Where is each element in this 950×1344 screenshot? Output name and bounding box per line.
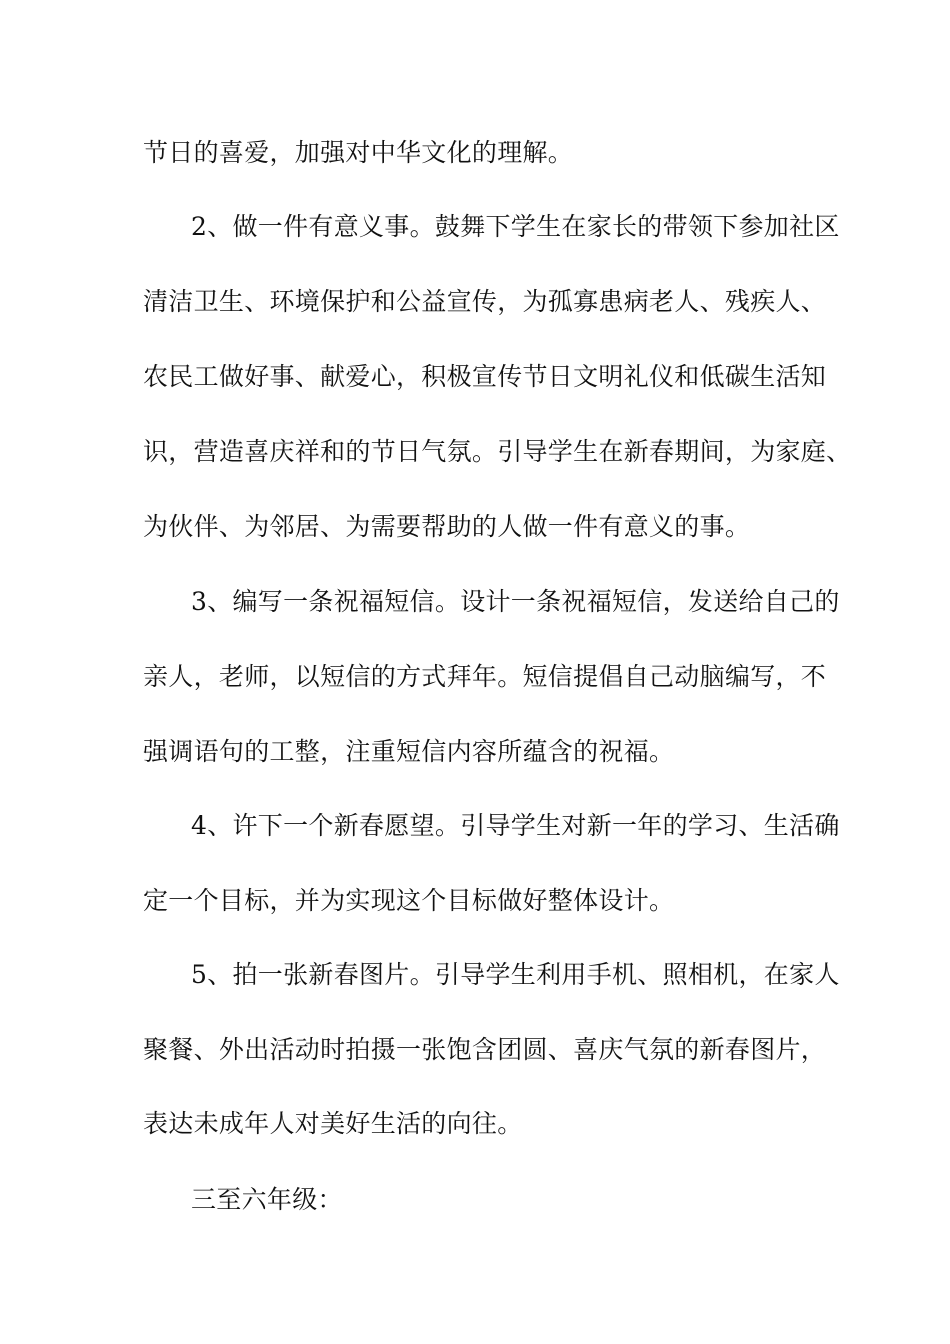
text-line: 2、做一件有意义事。鼓舞下学生在家长的带领下参加社区 [191, 212, 840, 241]
text-line: 识，营造喜庆祥和的节日气氛。引导学生在新春期间，为家庭、 [143, 437, 852, 466]
text-line: 三至六年级： [191, 1185, 343, 1214]
text-line: 节日的喜爱，加强对中华文化的理解。 [143, 138, 574, 167]
text-line: 农民工做好事、献爱心，积极宣传节日文明礼仪和低碳生活知 [143, 362, 827, 391]
text-line: 聚餐、外出活动时拍摄一张饱含团圆、喜庆气氛的新春图片， [143, 1035, 827, 1064]
text-line: 亲人，老师，以短信的方式拜年。短信提倡自己动脑编写，不 [143, 662, 827, 691]
text-line: 表达未成年人对美好生活的向往。 [143, 1109, 523, 1138]
text-line: 4、许下一个新春愿望。引导学生对新一年的学习、生活确 [191, 811, 840, 840]
text-line: 3、编写一条祝福短信。设计一条祝福短信，发送给自己的 [191, 587, 840, 616]
text-line: 为伙伴、为邻居、为需要帮助的人做一件有意义的事。 [143, 512, 751, 541]
text-line: 清洁卫生、环境保护和公益宣传，为孤寡患病老人、残疾人、 [143, 287, 827, 316]
text-line: 定一个目标，并为实现这个目标做好整体设计。 [143, 886, 675, 915]
text-line: 强调语句的工整，注重短信内容所蕴含的祝福。 [143, 737, 675, 766]
text-line: 5、拍一张新春图片。引导学生利用手机、照相机，在家人 [191, 960, 840, 989]
